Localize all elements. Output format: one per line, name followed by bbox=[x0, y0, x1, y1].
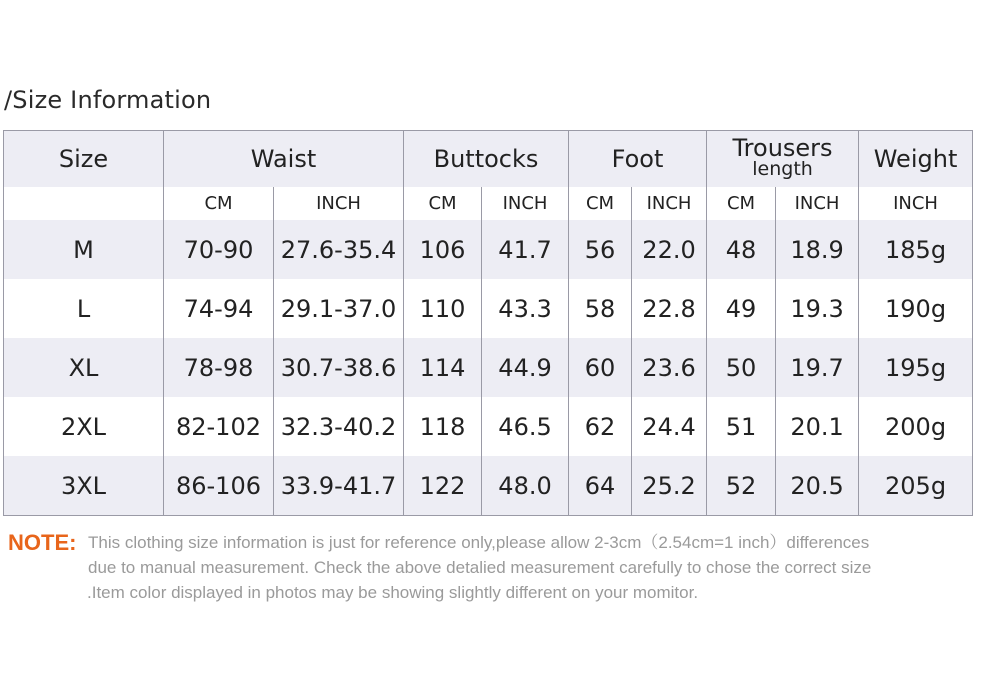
size-cell: 2XL bbox=[4, 397, 164, 456]
waist-inch-cell: 33.9-41.7 bbox=[274, 456, 404, 516]
waist-inch-cell: 32.3-40.2 bbox=[274, 397, 404, 456]
unit-row bbox=[4, 187, 973, 220]
buttocks-cm-cell: 110 bbox=[404, 279, 482, 338]
size-table bbox=[3, 130, 973, 516]
foot-inch-cell: 23.6 bbox=[632, 338, 707, 397]
buttocks-cm-cell: 114 bbox=[404, 338, 482, 397]
unit-cell: INCH bbox=[274, 187, 404, 220]
note-line-3: .Item color displayed in photos may be showing slightly different on your momitor. bbox=[87, 583, 699, 602]
note-line-1: This clothing size information is just for reference only,please allow 2-3cm（2.54cm=1 inch）differences bbox=[88, 533, 870, 552]
length-inch-cell: 18.9 bbox=[776, 220, 859, 279]
header-row bbox=[4, 131, 973, 188]
waist-inch-cell: 27.6-35.4 bbox=[274, 220, 404, 279]
weight-cell: 190g bbox=[859, 279, 973, 338]
header-foot: Foot bbox=[569, 131, 707, 188]
foot-cm-cell: 62 bbox=[569, 397, 632, 456]
note-label: NOTE: bbox=[8, 530, 77, 555]
page-title: /Size Information bbox=[4, 86, 212, 114]
waist-cm-cell: 78-98 bbox=[164, 338, 274, 397]
waist-inch-cell: 29.1-37.0 bbox=[274, 279, 404, 338]
header-buttocks: Buttocks bbox=[404, 131, 569, 188]
length-cm-cell: 52 bbox=[707, 456, 776, 516]
length-cm-cell: 50 bbox=[707, 338, 776, 397]
buttocks-inch-cell: 44.9 bbox=[482, 338, 569, 397]
size-cell: 3XL bbox=[4, 456, 164, 516]
buttocks-inch-cell: 46.5 bbox=[482, 397, 569, 456]
header-size: Size bbox=[4, 131, 164, 188]
length-cm-cell: 49 bbox=[707, 279, 776, 338]
foot-inch-cell: 25.2 bbox=[632, 456, 707, 516]
note-line-2: due to manual measurement. Check the above detalied measurement carefully to chose the correct size bbox=[88, 558, 872, 577]
unit-cell: CM bbox=[404, 187, 482, 220]
foot-cm-cell: 60 bbox=[569, 338, 632, 397]
table-row bbox=[4, 456, 973, 516]
foot-inch-cell: 22.8 bbox=[632, 279, 707, 338]
unit-cell: INCH bbox=[859, 187, 973, 220]
buttocks-inch-cell: 43.3 bbox=[482, 279, 569, 338]
unit-cell: CM bbox=[707, 187, 776, 220]
table-row bbox=[4, 220, 973, 279]
foot-inch-cell: 22.0 bbox=[632, 220, 707, 279]
foot-cm-cell: 58 bbox=[569, 279, 632, 338]
buttocks-cm-cell: 122 bbox=[404, 456, 482, 516]
length-inch-cell: 19.7 bbox=[776, 338, 859, 397]
weight-cell: 195g bbox=[859, 338, 973, 397]
unit-cell: CM bbox=[164, 187, 274, 220]
weight-cell: 185g bbox=[859, 220, 973, 279]
header-waist: Waist bbox=[164, 131, 404, 188]
header-trousers-line1: Trousers bbox=[732, 134, 833, 162]
note-text bbox=[88, 530, 871, 605]
buttocks-cm-cell: 118 bbox=[404, 397, 482, 456]
header-weight: Weight bbox=[859, 131, 973, 188]
length-cm-cell: 51 bbox=[707, 397, 776, 456]
foot-cm-cell: 56 bbox=[569, 220, 632, 279]
table-row bbox=[4, 397, 973, 456]
weight-cell: 205g bbox=[859, 456, 973, 516]
length-inch-cell: 19.3 bbox=[776, 279, 859, 338]
waist-inch-cell: 30.7-38.6 bbox=[274, 338, 404, 397]
length-inch-cell: 20.1 bbox=[776, 397, 859, 456]
buttocks-cm-cell: 106 bbox=[404, 220, 482, 279]
buttocks-inch-cell: 48.0 bbox=[482, 456, 569, 516]
weight-cell: 200g bbox=[859, 397, 973, 456]
unit-size-blank bbox=[4, 187, 164, 220]
size-cell: M bbox=[4, 220, 164, 279]
table-row bbox=[4, 279, 973, 338]
unit-cell: INCH bbox=[482, 187, 569, 220]
size-cell: XL bbox=[4, 338, 164, 397]
header-trousers-line2: length bbox=[752, 158, 813, 180]
size-cell: L bbox=[4, 279, 164, 338]
length-cm-cell: 48 bbox=[707, 220, 776, 279]
unit-cell: CM bbox=[569, 187, 632, 220]
length-inch-cell: 20.5 bbox=[776, 456, 859, 516]
unit-cell: INCH bbox=[632, 187, 707, 220]
unit-cell: INCH bbox=[776, 187, 859, 220]
buttocks-inch-cell: 41.7 bbox=[482, 220, 569, 279]
waist-cm-cell: 86-106 bbox=[164, 456, 274, 516]
waist-cm-cell: 74-94 bbox=[164, 279, 274, 338]
header-trousers-length bbox=[707, 131, 859, 188]
foot-inch-cell: 24.4 bbox=[632, 397, 707, 456]
foot-cm-cell: 64 bbox=[569, 456, 632, 516]
table-row bbox=[4, 338, 973, 397]
waist-cm-cell: 70-90 bbox=[164, 220, 274, 279]
waist-cm-cell: 82-102 bbox=[164, 397, 274, 456]
